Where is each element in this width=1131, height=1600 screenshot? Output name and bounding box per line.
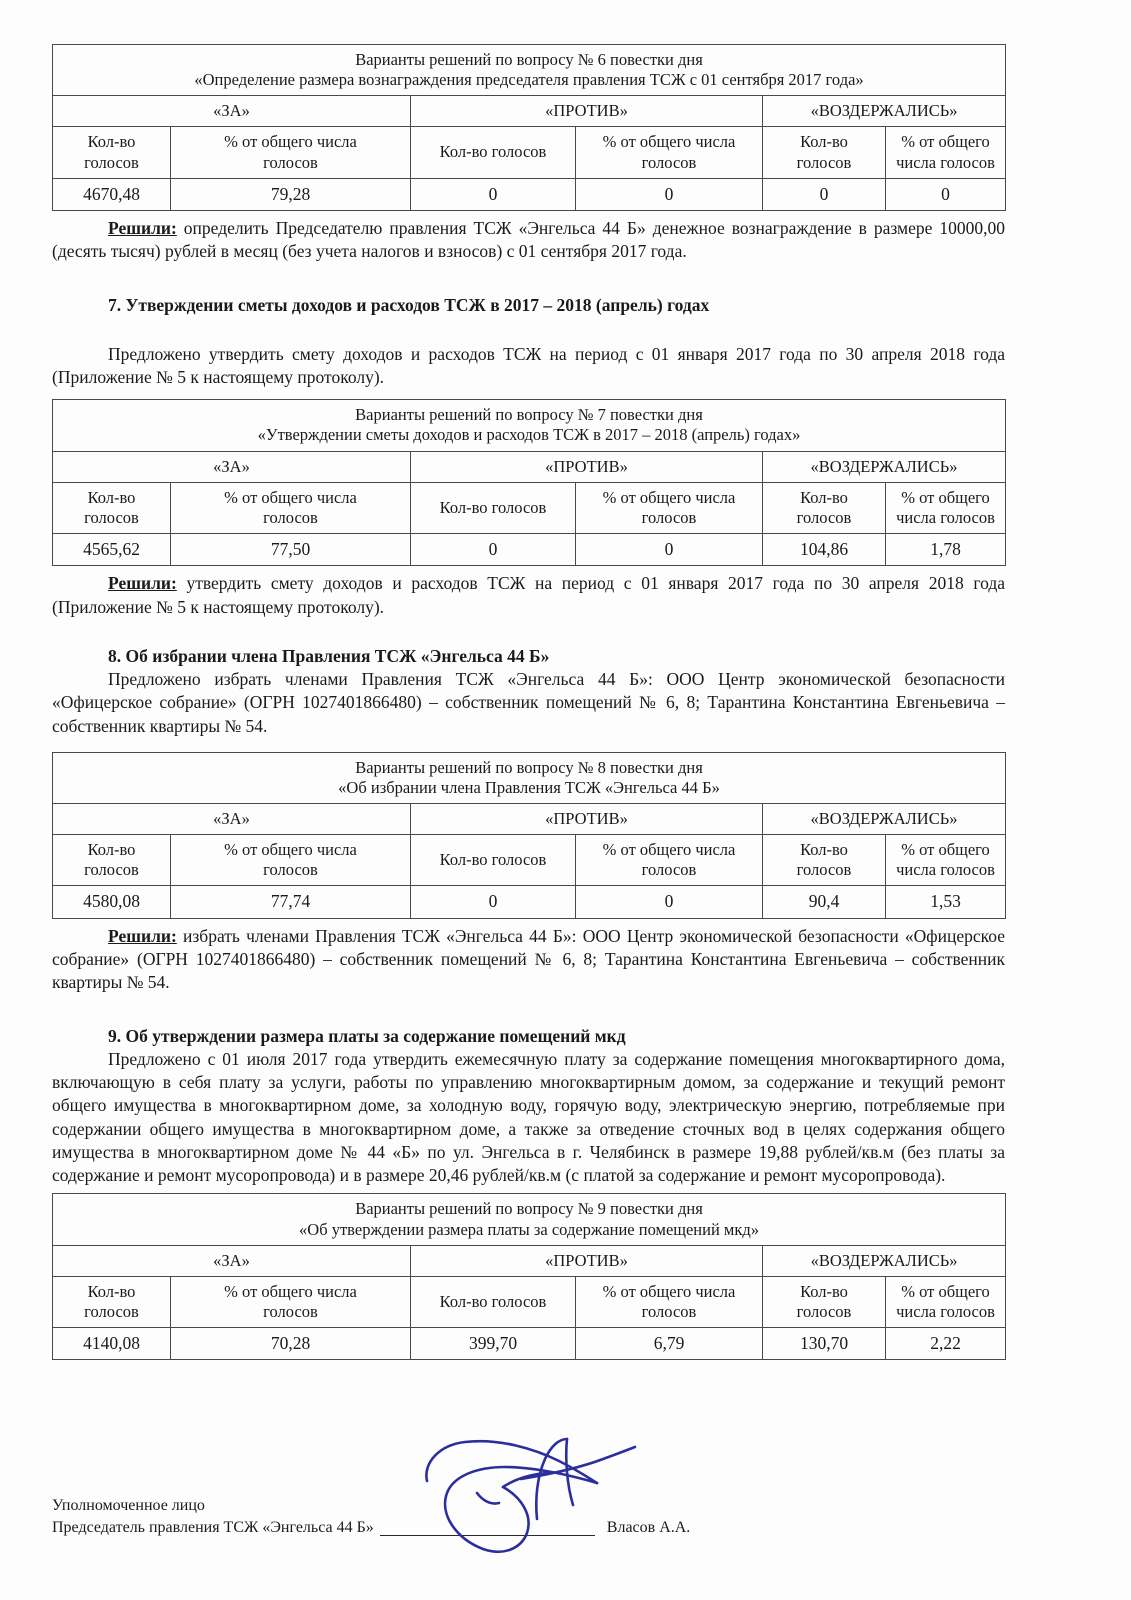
header-line-b: голосов: [796, 1301, 852, 1321]
cell-abstain-percent: 0: [886, 178, 1006, 210]
column-header-against-percent: [576, 482, 763, 533]
table-row: [53, 178, 1006, 210]
header-line-a: % от общего числа: [224, 840, 357, 860]
group-header-for: «ЗА»: [53, 804, 411, 835]
group-header-abstain: «ВОЗДЕРЖАЛИСЬ»: [763, 96, 1006, 127]
header-line-b: голосов: [263, 507, 318, 527]
table-caption-row: [53, 400, 1006, 451]
decided-text: определить Председателю правления ТСЖ «Энгельса 44 Б» денежное вознаграждение в размере 10000,00 (десять тысяч) рублей в месяц (без учета налогов и взносов) с 01 сентября 2017 года.: [52, 217, 1005, 262]
cell-abstain-votes: 0: [763, 178, 886, 210]
column-header-abstain-percent: [886, 1276, 1006, 1327]
group-header-against: «ПРОТИВ»: [411, 804, 763, 835]
vote-table-question-9: [52, 1193, 1006, 1360]
cell-against-votes: 399,70: [411, 1328, 576, 1360]
header-line-a: % от общего: [901, 1281, 990, 1301]
vote-table-question-8: [52, 752, 1006, 919]
cell-for-votes: 4140,08: [53, 1328, 171, 1360]
caption-line-2: «Об утверждении размера платы за содержание помещений мкд»: [299, 1219, 760, 1239]
vote-table-question-6: [52, 44, 1006, 211]
table-group-header-row: [53, 96, 1006, 127]
group-header-for: «ЗА»: [53, 96, 411, 127]
proposal-paragraph-question-8: Предложено избрать членами Правления ТСЖ «Энгельса 44 Б»: ООО Центр экономической безопасности «Офицерское собрание» (ОГРН 1027401866480) – собственник помещений № 6, 8; Тарантина Константина Евгеньевича – собственник квартиры № 54.: [52, 669, 1005, 736]
cell-against-percent: 0: [576, 886, 763, 918]
vote-table-question-7: [52, 399, 1006, 566]
document-content: [52, 44, 1005, 1360]
header-line-b: голосов: [796, 507, 852, 527]
signature-ruled-line: [380, 1519, 595, 1536]
decided-label: Решили:: [108, 573, 177, 594]
column-header-against-votes: Кол-во голосов: [411, 482, 576, 533]
table-group-header-row: [53, 804, 1006, 835]
header-line-a: % от общего числа: [602, 487, 736, 507]
header-line-b: голосов: [641, 152, 697, 172]
header-line-a: % от общего числа: [602, 132, 736, 152]
decided-paragraph-question-8: [52, 925, 1005, 995]
column-header-for-percent: [171, 835, 411, 886]
decided-label: Решили:: [108, 217, 177, 238]
cell-abstain-percent: 2,22: [886, 1328, 1006, 1360]
caption-line-1: Варианты решений по вопросу № 7 повестки дня: [355, 405, 703, 425]
table-column-header-row: [53, 1276, 1006, 1327]
section-heading-9: 9. Об утверждении размера платы за содержание помещений мкд: [108, 1025, 626, 1046]
header-line-a: % от общего числа: [224, 487, 357, 507]
table-column-header-row: [53, 482, 1006, 533]
decided-text: утвердить смету доходов и расходов ТСЖ на период с 01 января 2017 года по 30 апреля 2018 года (Приложение № 5 к настоящему протоколу).: [52, 573, 1005, 617]
caption-line-1: Варианты решений по вопросу № 8 повестки дня: [355, 757, 703, 777]
group-header-for: «ЗА»: [53, 1245, 411, 1276]
header-line-a: % от общего: [901, 487, 990, 507]
group-header-against: «ПРОТИВ»: [411, 451, 763, 482]
header-line-b: числа голосов: [896, 152, 995, 172]
cell-abstain-percent: 1,53: [886, 886, 1006, 918]
header-line-a: % от общего числа: [602, 840, 736, 860]
column-header-against-votes: Кол-во голосов: [411, 835, 576, 886]
header-line-b: голосов: [796, 152, 852, 172]
column-header-for-votes: [53, 127, 171, 178]
table-caption-row: [53, 752, 1006, 803]
column-header-abstain-percent: [886, 127, 1006, 178]
signature-role-line-1: Уполномоченное лицо: [52, 1497, 205, 1514]
cell-for-votes: 4670,48: [53, 178, 171, 210]
group-header-abstain: «ВОЗДЕРЖАЛИСЬ»: [763, 1245, 1006, 1276]
column-header-abstain-percent: [886, 835, 1006, 886]
table-caption-row: [53, 1194, 1006, 1245]
caption-line-2: «Определение размера вознаграждения председателя правления ТСЖ с 01 сентября 2017 года»: [194, 70, 864, 90]
column-header-for-votes: [53, 835, 171, 886]
caption-line-1: Варианты решений по вопросу № 9 повестки дня: [355, 1199, 703, 1219]
header-line-b: голосов: [641, 507, 697, 527]
decided-text: избрать членами Правления ТСЖ «Энгельса 44 Б»: ООО Центр экономической безопасности «Офицерское собрание» (ОГРН 1027401866480) – собственник помещений № 6, 8; Тарантина Константина Евгеньевича – собственник квартиры № 54.: [52, 925, 1005, 993]
header-line-b: голосов: [641, 860, 697, 880]
cell-for-percent: 79,28: [171, 178, 411, 210]
signature-block: [52, 1495, 1005, 1538]
column-header-for-votes: [53, 482, 171, 533]
group-header-for: «ЗА»: [53, 451, 411, 482]
cell-for-percent: 77,74: [171, 886, 411, 918]
header-line-b: голосов: [84, 860, 139, 880]
table-group-header-row: [53, 451, 1006, 482]
header-line-a: % от общего: [901, 840, 990, 860]
header-line-b: числа голосов: [896, 1301, 995, 1321]
column-header-abstain-votes: [763, 1276, 886, 1327]
column-header-for-votes: [53, 1276, 171, 1327]
decided-paragraph-question-7: [52, 572, 1005, 619]
column-header-abstain-percent: [886, 482, 1006, 533]
header-line-a: % от общего числа: [602, 1281, 736, 1301]
table-row: [53, 1328, 1006, 1360]
header-line-a: Кол-во: [800, 132, 848, 152]
cell-for-votes: 4565,62: [53, 533, 171, 565]
decided-paragraph-question-6: [52, 217, 1005, 264]
signature-role-line-2: Председатель правления ТСЖ «Энгельса 44 Б»: [52, 1518, 374, 1536]
header-line-a: Кол-во: [87, 487, 136, 507]
header-line-b: голосов: [796, 860, 852, 880]
cell-against-percent: 6,79: [576, 1328, 763, 1360]
cell-abstain-votes: 90,4: [763, 886, 886, 918]
table-caption-row: [53, 45, 1006, 96]
column-header-against-percent: [576, 127, 763, 178]
group-header-against: «ПРОТИВ»: [411, 1245, 763, 1276]
group-header-abstain: «ВОЗДЕРЖАЛИСЬ»: [763, 451, 1006, 482]
cell-for-votes: 4580,08: [53, 886, 171, 918]
header-line-b: голосов: [263, 1301, 318, 1321]
caption-line-2: «Об избрании члена Правления ТСЖ «Энгельса 44 Б»: [338, 777, 720, 797]
column-header-against-votes: Кол-во голосов: [411, 127, 576, 178]
header-line-a: % от общего числа: [224, 132, 357, 152]
cell-against-votes: 0: [411, 178, 576, 210]
column-header-for-percent: [171, 482, 411, 533]
header-line-b: голосов: [641, 1301, 697, 1321]
header-line-b: голосов: [84, 507, 139, 527]
header-line-b: числа голосов: [896, 507, 995, 527]
header-line-a: % от общего: [901, 132, 990, 152]
header-line-b: голосов: [84, 152, 139, 172]
header-line-a: Кол-во: [800, 840, 848, 860]
column-header-against-votes: Кол-во голосов: [411, 1276, 576, 1327]
header-line-b: голосов: [84, 1301, 139, 1321]
decided-label: Решили:: [108, 925, 177, 946]
header-line-a: Кол-во: [800, 1281, 848, 1301]
cell-against-votes: 0: [411, 886, 576, 918]
table-column-header-row: [53, 835, 1006, 886]
table-caption-cell: [53, 400, 1006, 451]
column-header-abstain-votes: [763, 482, 886, 533]
table-row: [53, 533, 1006, 565]
header-line-a: Кол-во: [87, 1281, 136, 1301]
header-line-a: Кол-во: [87, 840, 136, 860]
cell-abstain-votes: 104,86: [763, 533, 886, 565]
header-line-b: голосов: [263, 860, 318, 880]
group-header-abstain: «ВОЗДЕРЖАЛИСЬ»: [763, 804, 1006, 835]
cell-against-percent: 0: [576, 178, 763, 210]
table-caption-cell: [53, 752, 1006, 803]
cell-against-percent: 0: [576, 533, 763, 565]
cell-abstain-votes: 130,70: [763, 1328, 886, 1360]
section-heading-8: 8. Об избрании члена Правления ТСЖ «Энгельса 44 Б»: [108, 645, 550, 666]
table-row: [53, 886, 1006, 918]
cell-abstain-percent: 1,78: [886, 533, 1006, 565]
column-header-for-percent: [171, 127, 411, 178]
signature-role-line-2-row: [52, 1517, 1005, 1539]
cell-against-votes: 0: [411, 533, 576, 565]
proposal-paragraph-question-7: Предложено утвердить смету доходов и расходов ТСЖ на период с 01 января 2017 года по 30 апреля 2018 года (Приложение № 5 к настоящему протоколу).: [52, 343, 1005, 388]
column-header-against-percent: [576, 1276, 763, 1327]
signature-name: Власов А.А.: [606, 1518, 691, 1536]
column-header-abstain-votes: [763, 835, 886, 886]
group-header-against: «ПРОТИВ»: [411, 96, 763, 127]
caption-line-2: «Утверждении сметы доходов и расходов ТСЖ в 2017 – 2018 (апрель) годах»: [257, 425, 801, 445]
header-line-b: голосов: [263, 152, 318, 172]
proposal-paragraph-question-9: Предложено с 01 июля 2017 года утвердить ежемесячную плату за содержание помещения многоквартирного дома, включающую в себя плату за услуги, работы по управлению многоквартирным домом, за содержание и текущий ремонт общего имущества в многоквартирном доме, за холодную воду, горячую воду, электрическую энергию, потребляемые при содержании общего имущества в многоквартирном доме, а также за отведение сточных вод в целях содержания общего имущества в многоквартирном доме № 44 «Б» по ул. Энгельса в г. Челябинск в размере 19,88 рублей/кв.м (без платы за содержание и ремонт мусоропровода) и в размере 20,46 рублей/кв.м (с платой за содержание и ремонт мусоропровода).: [52, 1048, 1005, 1186]
cell-for-percent: 70,28: [171, 1328, 411, 1360]
section-heading-7: 7. Утверждении сметы доходов и расходов ТСЖ в 2017 – 2018 (апрель) годах: [108, 294, 710, 315]
table-column-header-row: [53, 127, 1006, 178]
header-line-a: Кол-во: [800, 487, 848, 507]
caption-line-1: Варианты решений по вопросу № 6 повестки дня: [355, 50, 703, 69]
table-caption-cell: [53, 1194, 1006, 1245]
column-header-against-percent: [576, 835, 763, 886]
header-line-b: числа голосов: [896, 860, 995, 880]
header-line-a: % от общего числа: [224, 1281, 357, 1301]
column-header-for-percent: [171, 1276, 411, 1327]
table-group-header-row: [53, 1245, 1006, 1276]
header-line-a: Кол-во: [87, 132, 136, 152]
table-caption-cell: [53, 45, 1006, 96]
column-header-abstain-votes: [763, 127, 886, 178]
cell-for-percent: 77,50: [171, 533, 411, 565]
